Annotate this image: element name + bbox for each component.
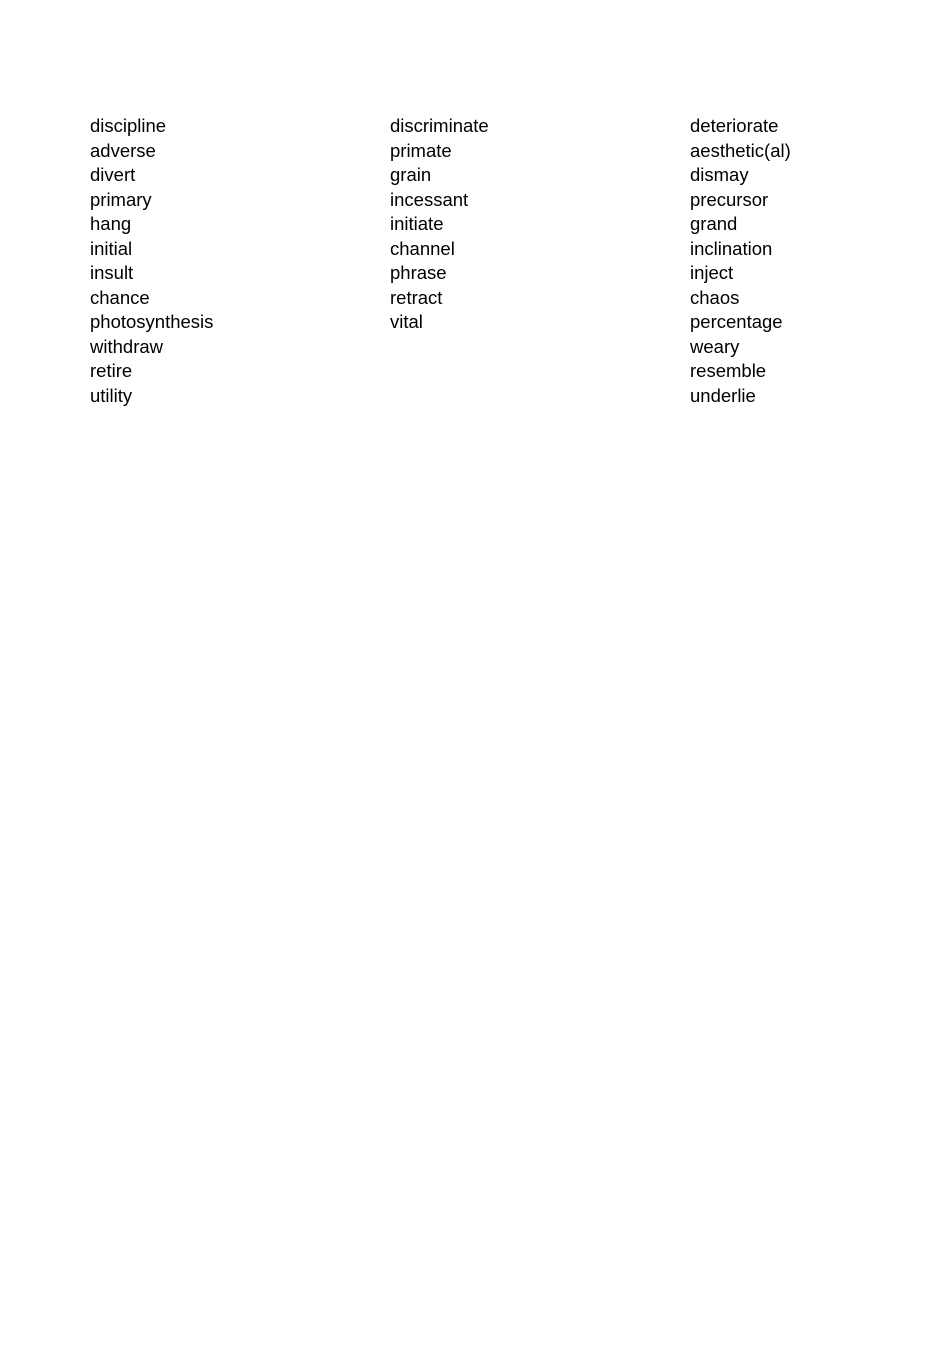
word-item: resemble [690, 360, 767, 381]
word-item: grand [690, 213, 738, 234]
word-item: initial [90, 237, 133, 259]
word-item: retire [90, 360, 133, 381]
word-item: hang [90, 213, 132, 234]
word-item: photosynthesis [90, 311, 214, 332]
word-item: incessant [390, 188, 469, 210]
word-item: discipline [90, 115, 167, 136]
word-item: precursor [690, 188, 769, 210]
word-item: underlie [690, 384, 756, 406]
word-item: deteriorate [690, 115, 779, 136]
word-item: chaos [690, 286, 740, 308]
word-item: vital [390, 311, 423, 332]
word-column-1 [90, 114, 213, 408]
word-item: primate [390, 139, 452, 161]
word-item: withdraw [90, 335, 163, 357]
word-item: chance [90, 286, 150, 308]
word-item: utility [90, 384, 133, 406]
word-item: retract [390, 286, 443, 308]
word-item: insult [90, 262, 134, 283]
word-item: initiate [390, 213, 444, 234]
word-column-2 [390, 114, 489, 335]
word-item: dismay [690, 164, 749, 185]
word-item: phrase [390, 262, 447, 283]
word-item: inclination [690, 237, 773, 259]
word-item: divert [90, 164, 136, 185]
word-item: adverse [90, 139, 156, 161]
word-item: inject [690, 262, 734, 283]
word-item: channel [390, 237, 455, 259]
word-item: aesthetic(al) [690, 139, 791, 161]
word-item: percentage [690, 311, 783, 332]
word-column-3 [690, 114, 791, 408]
word-item: weary [690, 335, 740, 357]
word-item: grain [390, 164, 432, 185]
word-item: discriminate [390, 115, 489, 136]
word-item: primary [90, 188, 152, 210]
